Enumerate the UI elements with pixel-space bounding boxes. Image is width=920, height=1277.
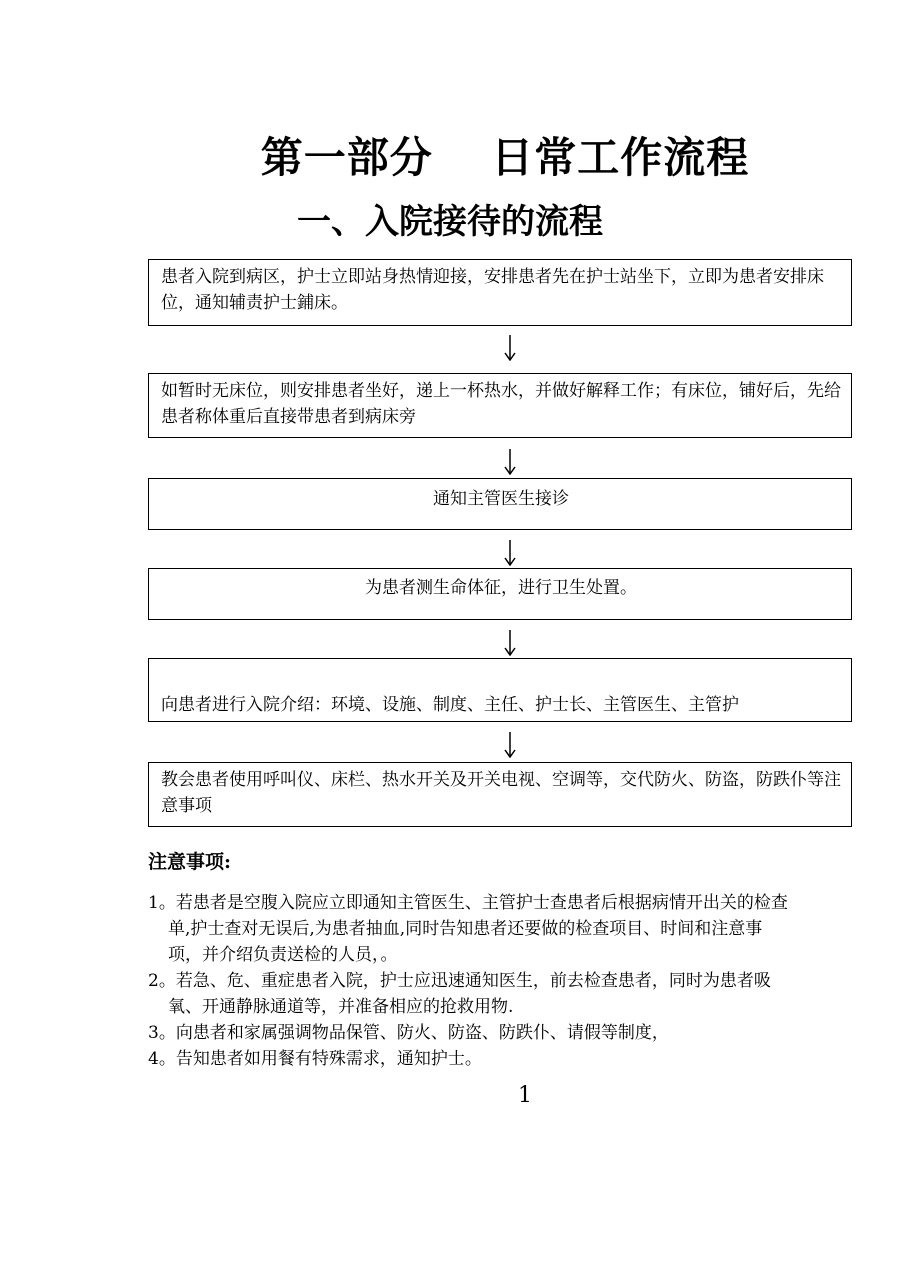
flow-arrow-2: [503, 449, 517, 475]
flow-step-3: 通知主管医生接诊: [148, 478, 852, 530]
flow-step-5: 向患者进行入院介绍：环境、设施、制度、主任、护士长、主管医生、主管护: [148, 658, 852, 722]
note-item-3: 3。向患者和家属强调物品保管、防火、防盗、防跌仆、请假等制度，: [148, 1023, 669, 1043]
page-title: 第一部分 日常工作流程: [260, 133, 750, 182]
note-item-4: 4。告知患者如用餐有特殊需求，通知护士。: [148, 1049, 482, 1069]
flow-step-6: 教会患者使用呼叫仪、床栏、热水开关及开关电视、空调等，交代防火、防盗，防跌仆等注意事项: [148, 762, 852, 827]
flow-step-4: 为患者测生命体征，进行卫生处置。: [148, 568, 852, 620]
note-item-2: 2。若急、危、重症患者入院，护士应迅速通知医生，前去检查患者，同时为患者吸氧、开通静脉通道等，并准备相应的抢救用物.: [148, 971, 771, 1017]
note-item-1: 1。若患者是空腹入院应立即通知主管医生、主管护士查患者后根据病情开出关的检查单,护士查对无误后,为患者抽血,同时告知患者还要做的检查项目、时间和注意事项，并介绍负责送检的人员，。: [148, 893, 788, 965]
flow-arrow-3: [503, 540, 517, 566]
notes-heading: 注意事项:: [148, 851, 232, 873]
notes-list: [148, 890, 788, 1072]
section-title: 一、入院接待的流程: [297, 202, 603, 242]
flow-step-1: 患者入院到病区，护士立即站身热情迎接，安排患者先在护士站坐下，立即为患者安排床位，通知辅责护士鋪床。: [148, 259, 852, 326]
flow-step-2: 如暂时无床位，则安排患者坐好，递上一杯热水，并做好解释工作；有床位，铺好后，先给患者称体重后直接带患者到病床旁: [148, 373, 852, 438]
flow-arrow-4: [503, 630, 517, 656]
page-number: 1: [518, 1083, 532, 1108]
flow-arrow-5: [503, 732, 517, 758]
flow-arrow-1: [503, 335, 517, 361]
